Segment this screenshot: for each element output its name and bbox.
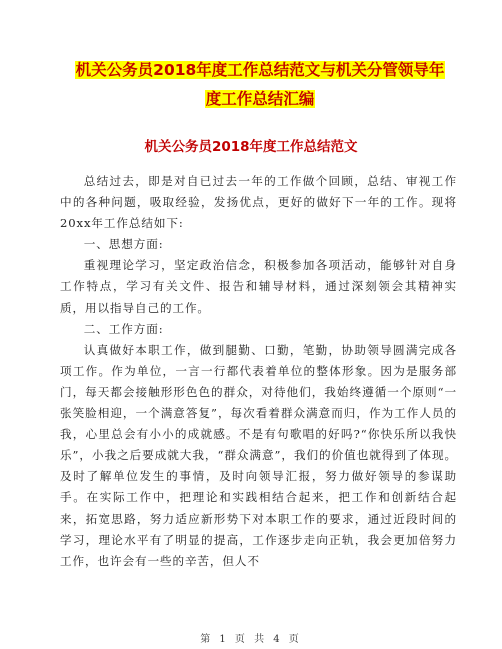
section-title: 机关公务员2018年度工作总结范文	[144, 139, 358, 155]
document-title	[60, 56, 460, 114]
document-title-line-2: 度工作总结汇编	[205, 90, 315, 108]
document-title-line-1: 机关公务员2018年度工作总结范文与机关分管领导年	[75, 61, 445, 79]
heading-ideology: 一、思想方面:	[83, 237, 164, 252]
page-footer: 第 1 页 共 4 页	[200, 634, 302, 645]
body-text	[60, 171, 457, 572]
paragraph-work: 认真做好本职工作，做到腿勤、口勤，笔勤，协助领导圆满完成各项工作。作为单位，一言一行都代表着单位的整体形象。因为是服务部门，每天都会接触形形色色的群众，对待他们，我始终遵循一个原则“一张笑脸相迎，一个满意答复”，每次看着群众满意而归，作为工作人员的我，心里总会有小小的成就感。不是有句歌唱的好吗?“你快乐所以我快乐”，小我之后要成就大我，“群众满意”，我们的价值也就得到了体现。及时了解单位发生的事情，及时向领导汇报，努力做好领导的参谋助手。在实际工作中，把理论和实践相结合起来，把工作和创新结合起来，拓宽思路，努力适应新形势下对本职工作的要求，通过近段时间的学习，理论水平有了明显的提高，工作逐步走向正轨，我会更加倍努力工作，也许会有一些的辛苦，但人不	[60, 342, 457, 568]
paragraph-ideology: 重视理论学习，坚定政治信念，积极参加各项活动，能够针对自身工作特点，学习有关文件、报告和辅导材料，通过深刻领会其精神实质，用以指导自己的工作。	[60, 258, 457, 315]
paragraph-intro: 总结过去，即是对自已过去一年的工作做个回顾，总结、审视工作中的各种问题，吸取经验，发扬优点，更好的做好下一年的工作。现将20xx年工作总结如下:	[60, 174, 457, 231]
heading-work: 二、工作方面:	[83, 321, 164, 336]
